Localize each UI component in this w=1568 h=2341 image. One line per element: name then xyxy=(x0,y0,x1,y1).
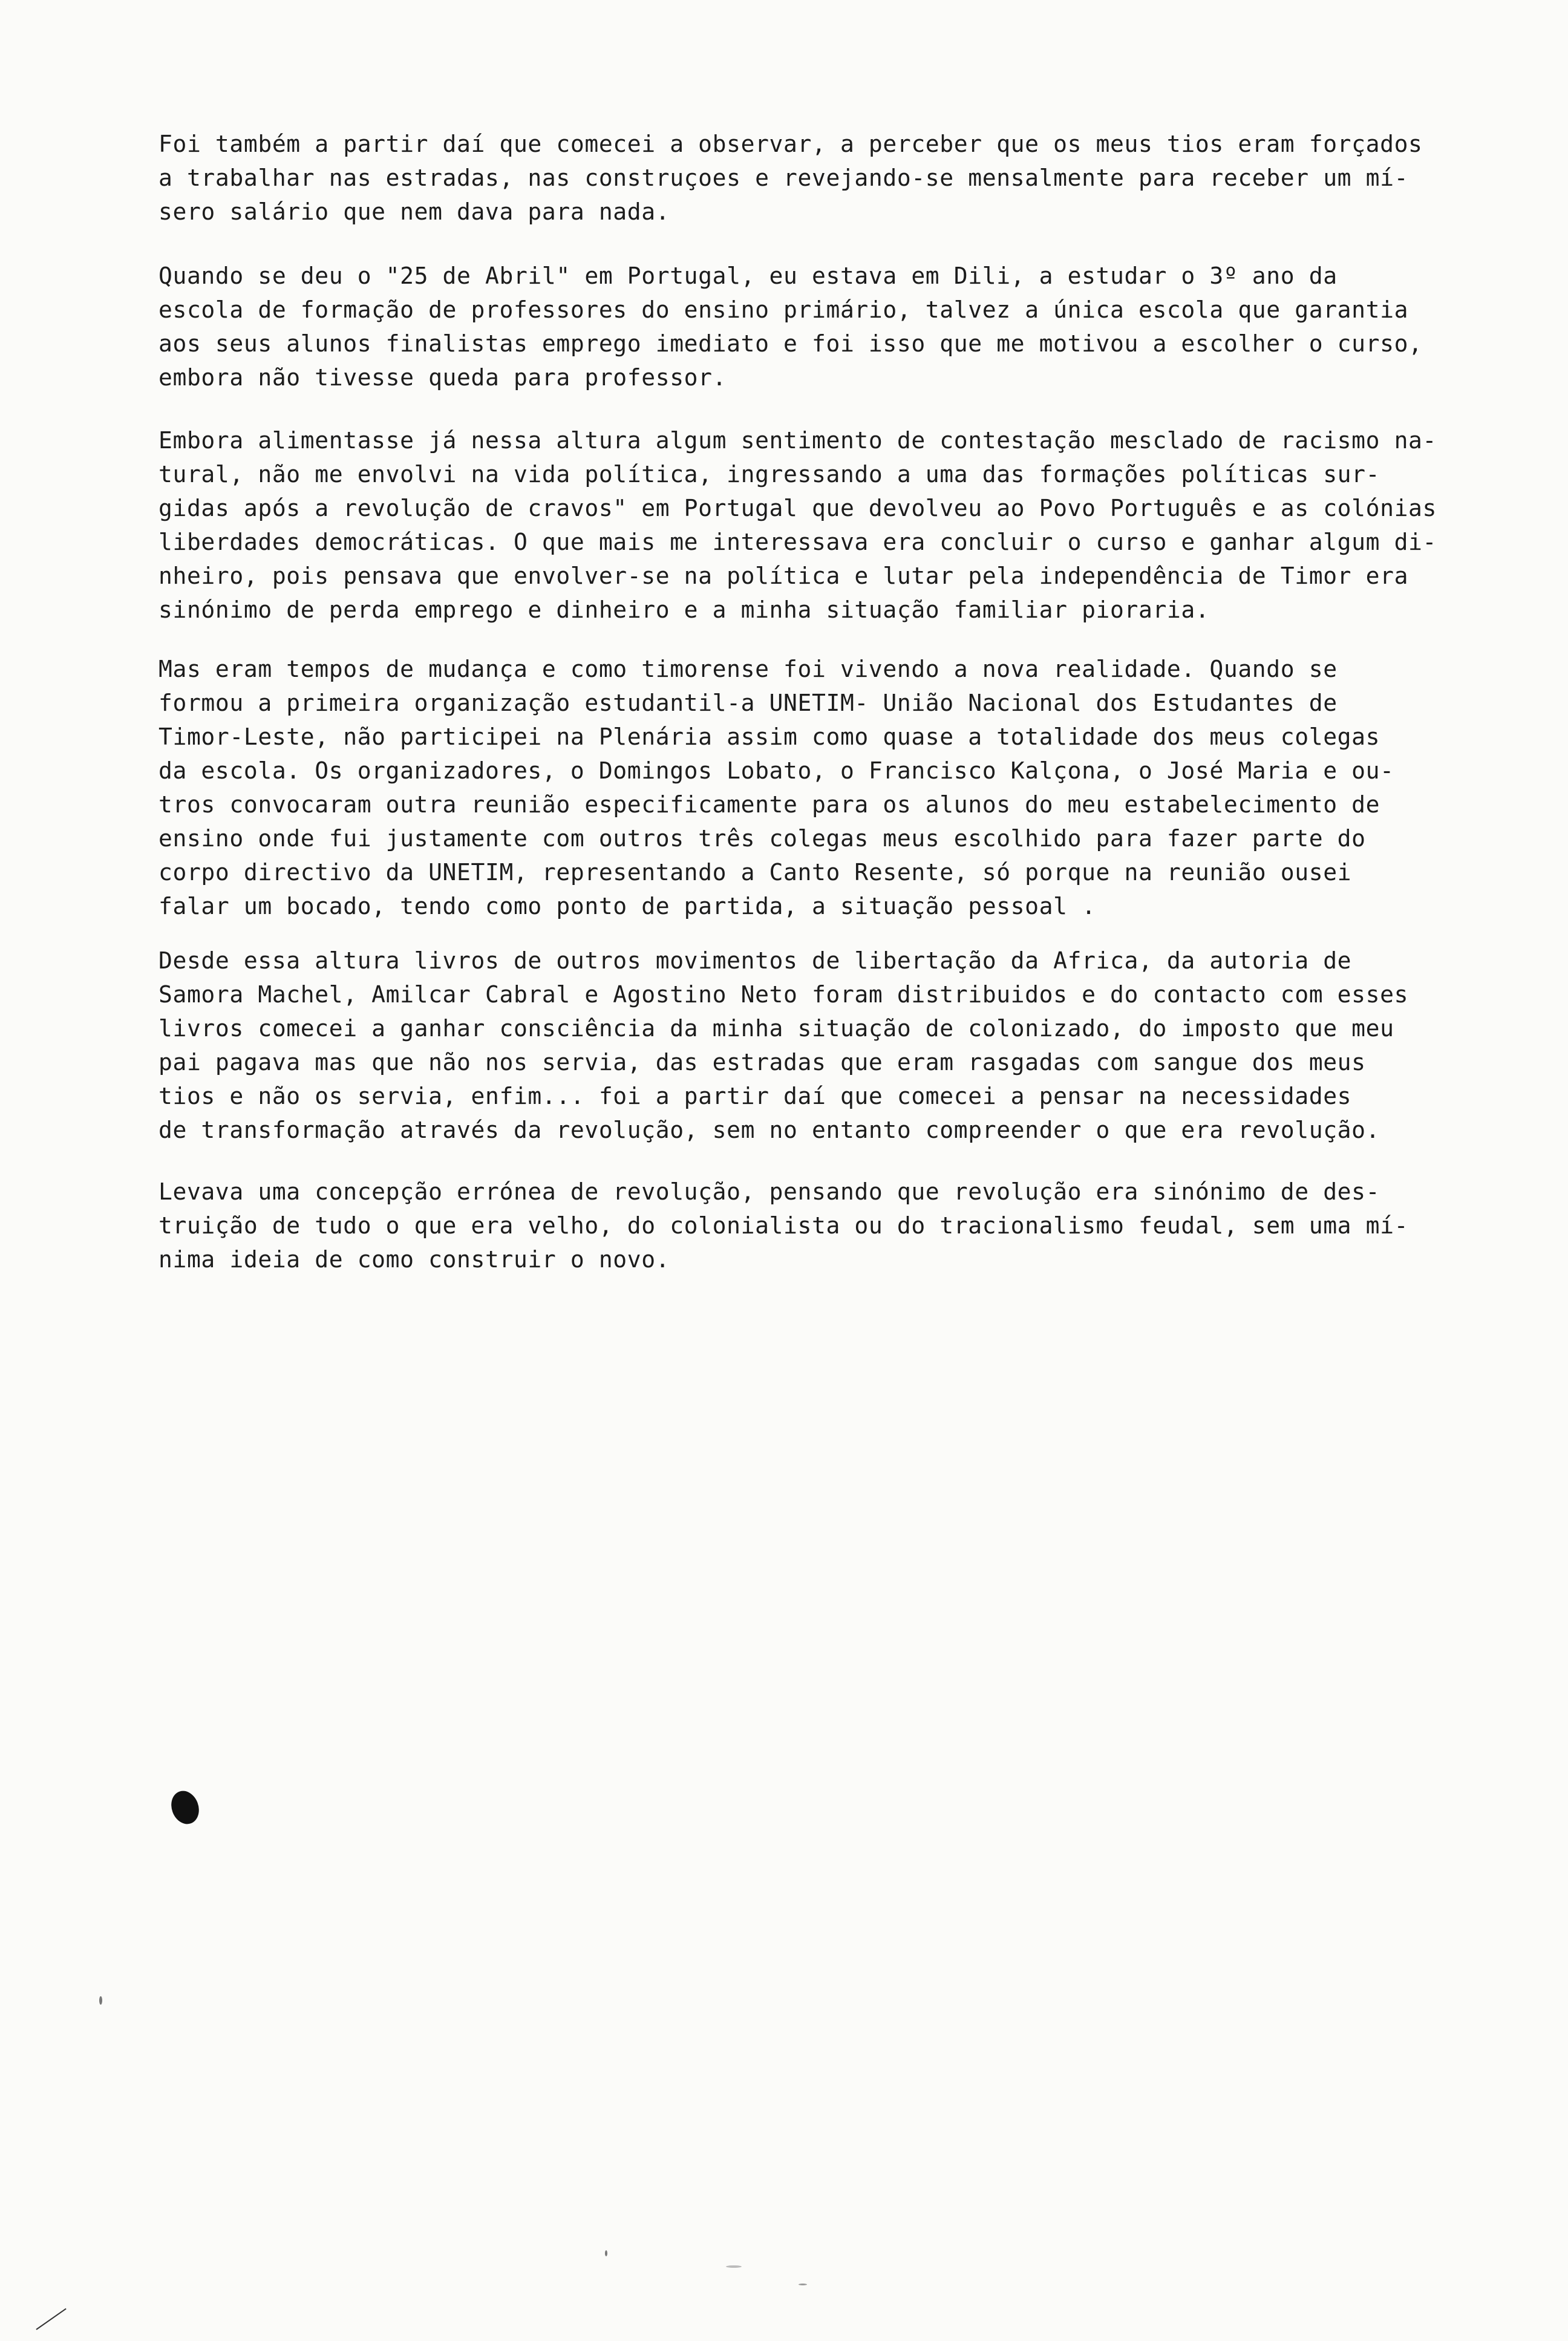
text-line: falar um bocado, tendo como ponto de partida, a situação pessoal . xyxy=(158,893,1096,919)
text-line: Levava uma concepção errónea de revolução, pensando que revolução era sinónimo de des- xyxy=(158,1178,1380,1205)
text-line: tural, não me envolvi na vida política, ingressando a uma das formações políticas sur- xyxy=(158,461,1380,488)
text-line: formou a primeira organização estudantil-a UNETIM- União Nacional dos Estudantes de xyxy=(158,690,1338,716)
text-line: livros comecei a ganhar consciência da minha situação de colonizado, do imposto que meu xyxy=(158,1015,1394,1042)
paper-speck xyxy=(605,2250,607,2256)
text-line: tros convocaram outra reunião especificamente para os alunos do meu estabelecimento de xyxy=(158,791,1380,818)
paragraph-6 xyxy=(158,1175,1550,1276)
text-line: tios e não os servia, enfim... foi a partir daí que comecei a pensar na necessidades xyxy=(158,1083,1352,1109)
paper-speck xyxy=(726,2265,742,2268)
text-line: ensino onde fui justamente com outros três colegas meus escolhido para fazer parte do xyxy=(158,825,1366,852)
text-line: nheiro, pois pensava que envolver-se na política e lutar pela independência de Timor era xyxy=(158,563,1409,589)
text-line: escola de formação de professores do ensino primário, talvez a única escola que garantia xyxy=(158,296,1409,323)
pen-stroke-mark xyxy=(36,2308,66,2330)
ink-blot-mark xyxy=(167,1787,203,1828)
text-line: truição de tudo o que era velho, do colonialista ou do tracionalismo feudal, sem uma mí- xyxy=(158,1212,1409,1239)
text-line: sero salário que nem dava para nada. xyxy=(158,198,670,225)
text-line: embora não tivesse queda para professor. xyxy=(158,364,727,391)
paragraph-3 xyxy=(158,423,1550,627)
text-line: corpo directivo da UNETIM, representando a Canto Resente, só porque na reunião ousei xyxy=(158,859,1352,886)
text-line: Mas eram tempos de mudança e como timorense foi vivendo a nova realidade. Quando se xyxy=(158,656,1338,682)
text-line: aos seus alunos finalistas emprego imediato e foi isso que me motivou a escolher o curso, xyxy=(158,330,1423,357)
text-line: gidas após a revolução de cravos" em Portugal que devolveu ao Povo Português e as colónias xyxy=(158,495,1437,521)
paragraph-2 xyxy=(158,259,1550,394)
text-line: Embora alimentasse já nessa altura algum sentimento de contestação mesclado de racismo na- xyxy=(158,427,1437,454)
text-line: sinónimo de perda emprego e dinheiro e a minha situação familiar pioraria. xyxy=(158,596,1210,623)
text-line: Desde essa altura livros de outros movimentos de libertação da Africa, da autoria de xyxy=(158,947,1352,974)
paragraph-4 xyxy=(158,652,1550,923)
text-line: pai pagava mas que não nos servia, das estradas que eram rasgadas com sangue dos meus xyxy=(158,1049,1366,1076)
text-line: Quando se deu o "25 de Abril" em Portugal, eu estava em Dili, a estudar o 3º ano da xyxy=(158,263,1338,289)
paragraph-1 xyxy=(158,127,1550,229)
text-line: a trabalhar nas estradas, nas construçoes e revejando-se mensalmente para receber um mí- xyxy=(158,165,1409,191)
paper-speck xyxy=(799,2284,807,2285)
text-line: Foi também a partir daí que comecei a observar, a perceber que os meus tios eram forçados xyxy=(158,131,1423,157)
text-line: Samora Machel, Amilcar Cabral e Agostino Neto foram distribuidos e do contacto com esses xyxy=(158,981,1409,1008)
text-line: da escola. Os organizadores, o Domingos Lobato, o Francisco Kalçona, o José Maria e ou- xyxy=(158,757,1394,784)
text-line: de transformação através da revolução, sem no entanto compreender o que era revolução. xyxy=(158,1117,1380,1143)
paper-speck xyxy=(99,1996,102,2005)
text-line: liberdades democráticas. O que mais me interessava era concluir o curso e ganhar algum di- xyxy=(158,529,1437,555)
text-line: nima ideia de como construir o novo. xyxy=(158,1246,670,1273)
text-line: Timor-Leste, não participei na Plenária assim como quase a totalidade dos meus colegas xyxy=(158,723,1380,750)
paragraph-5 xyxy=(158,944,1550,1147)
